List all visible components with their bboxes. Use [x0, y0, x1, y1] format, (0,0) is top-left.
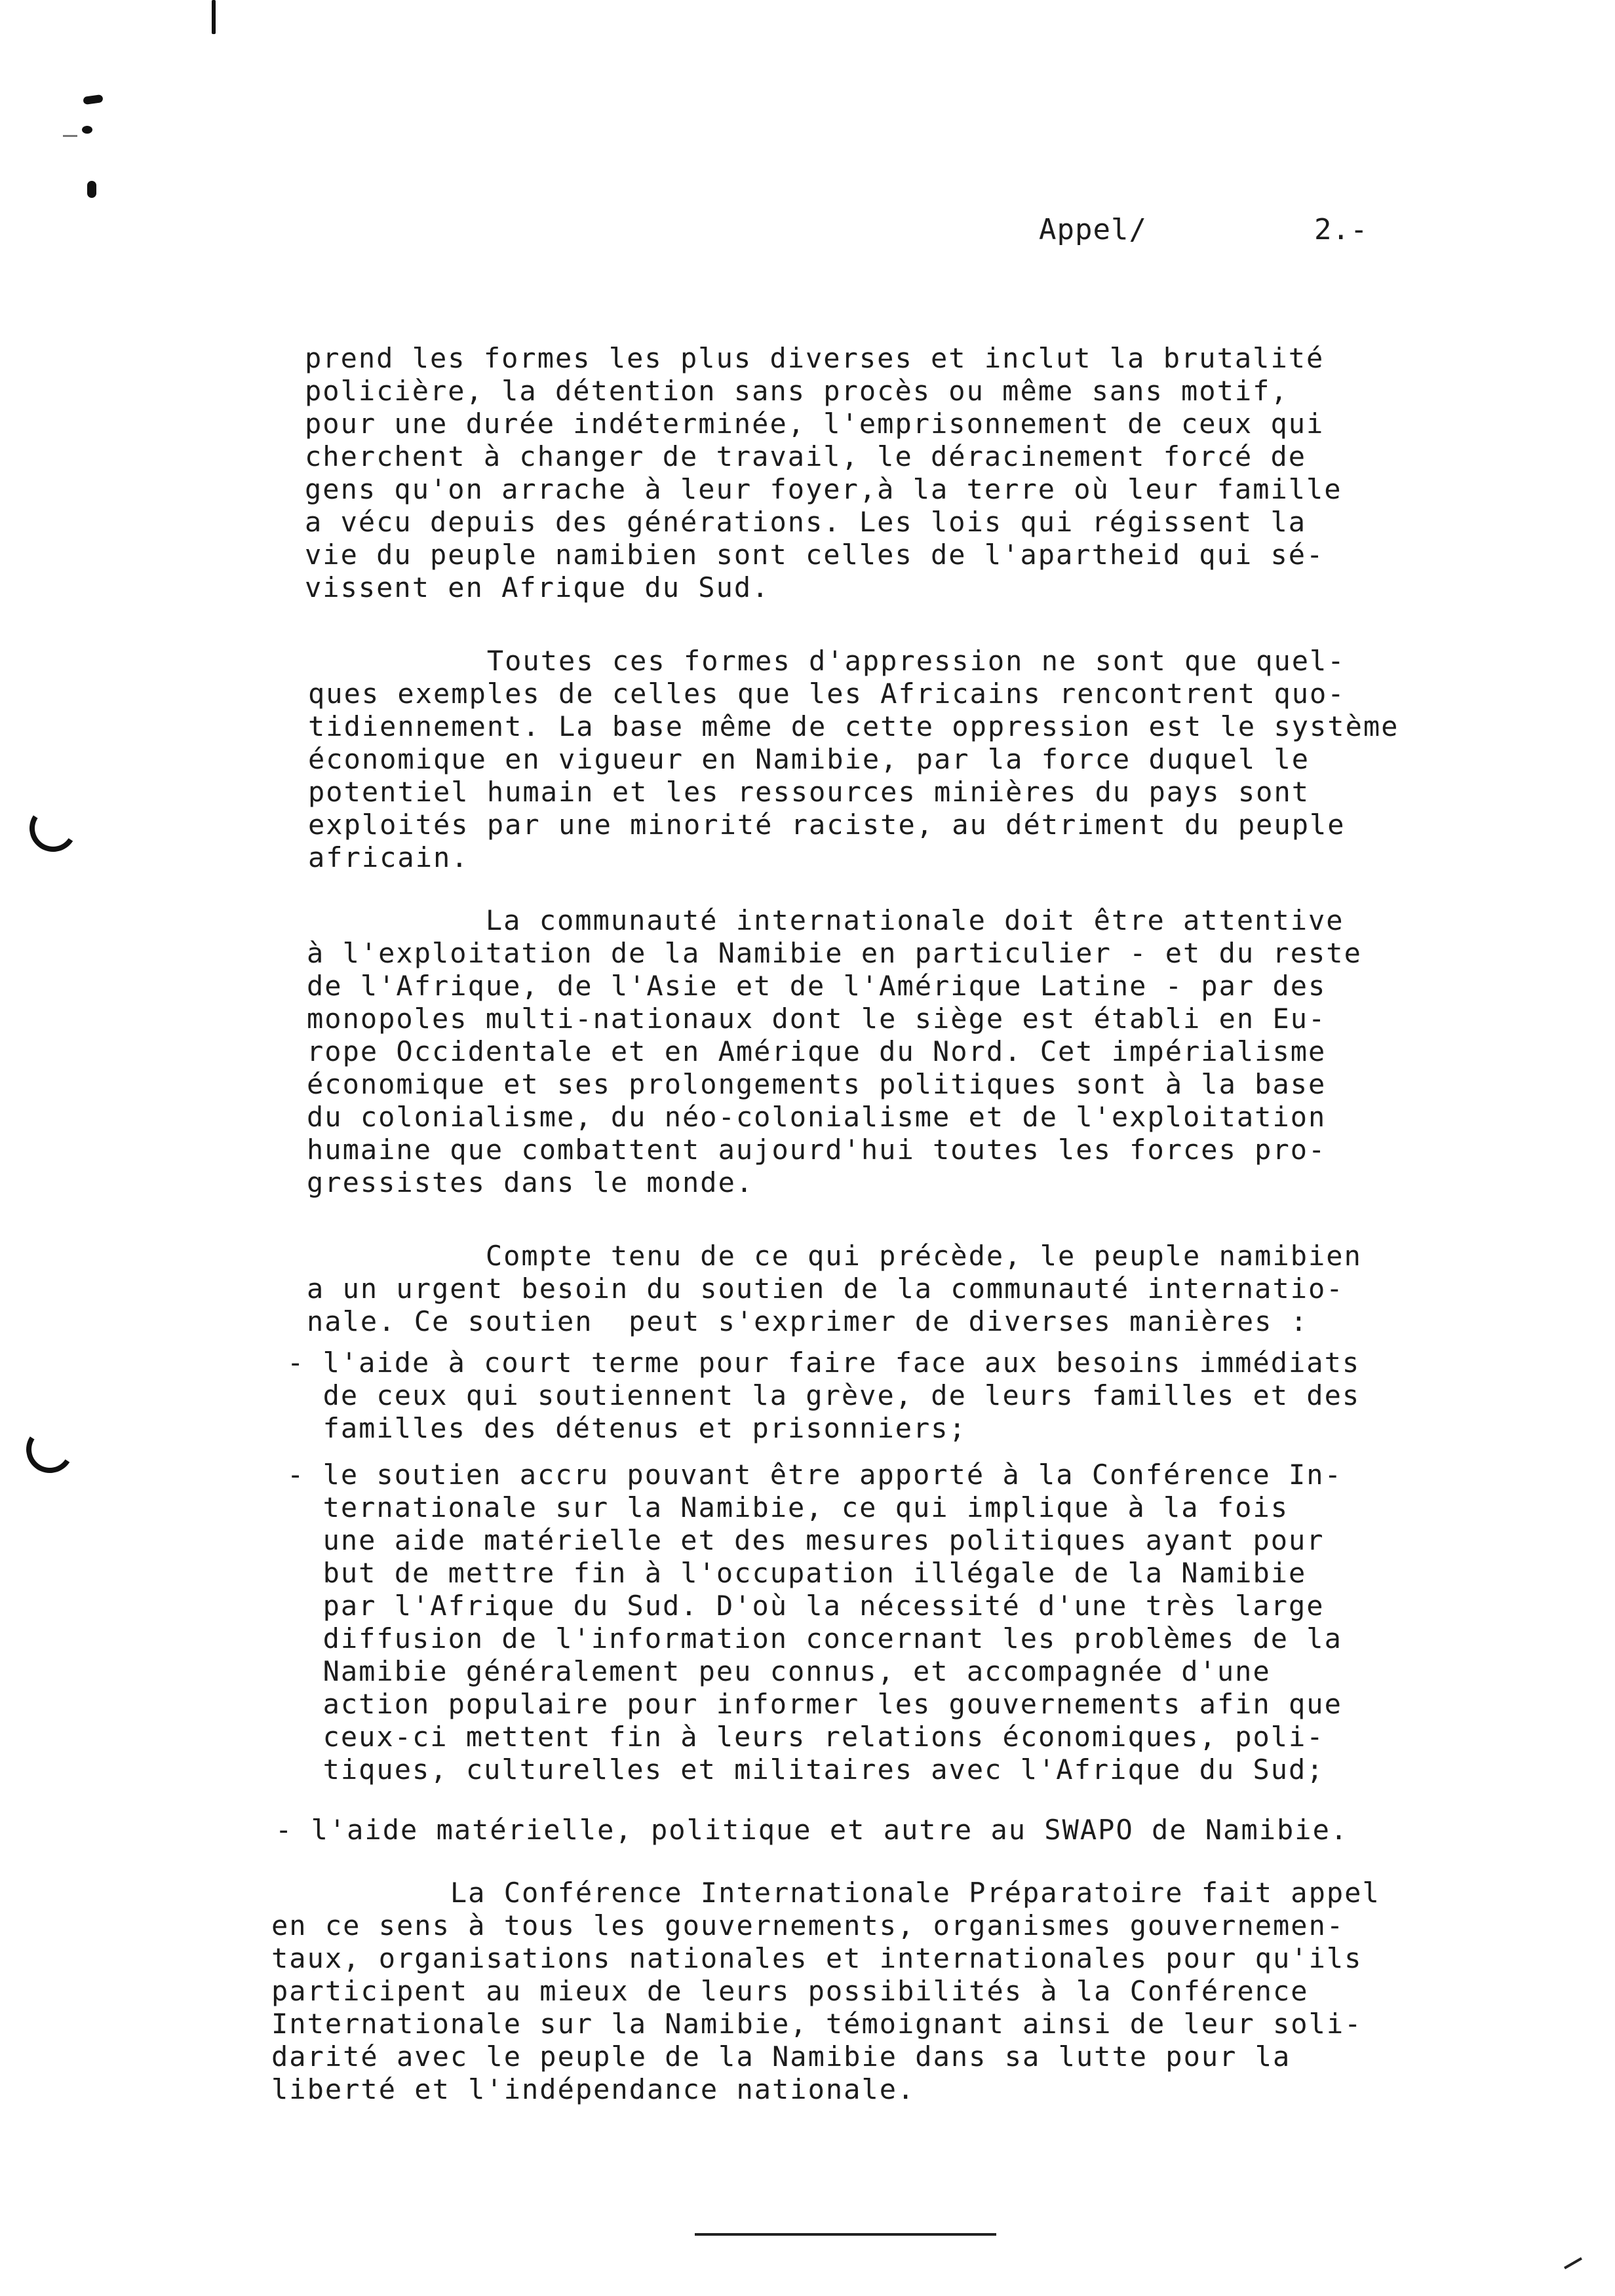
bullet-conference-support: - le soutien accru pouvant être apporté à la Conférence In- ternationale sur la Namibie, ce qui implique à la fois une aide matérielle et des mesures politiques ayant pour but de mettre fin à l'occupation illégale de la Namibie par l'Afrique du Sud. D'où la nécessité d'une très large diffusion de l'information concernant les problèmes de la Namibie généralement peu connus, et accompagnée d'une action populaire pour informer les gouvernements afin que ceux-ci mettent fin à leurs relations économiques, poli- tiques, culturelles et militaires avec l'Afrique du Sud;	[287, 1459, 1342, 1786]
binder-punch-hole	[25, 800, 81, 856]
top-edge-mark	[212, 0, 216, 34]
margin-ink-mark	[87, 181, 96, 198]
page-number: 2.-	[1314, 213, 1369, 246]
paragraph-international-community: La communauté internationale doit être attentive à l'exploitation de la Namibie en particulier - et du reste de l'Afrique, de l'Asie et de l'Amérique Latine - par des monopoles multi-nationaux dont le siège est établi en Eu- rope Occidentale et en Amérique du Nord. Cet impérialisme économique et ses prolongements politiques sont à la base du colonialisme, du néo-colonialisme et de l'exploitation humaine que combattent aujourd'hui toutes les forces pro- gressistes dans le monde.	[307, 904, 1362, 1198]
closing-rule	[695, 2233, 996, 2236]
header-reference: Appel/	[1039, 213, 1147, 246]
margin-ink-mark	[83, 94, 103, 105]
bullet-swapo-aid: - l'aide matérielle, politique et autre au SWAPO de Namibie.	[275, 1814, 1349, 1846]
paragraph-oppression-forms: prend les formes les plus diverses et inclut la brutalité policière, la détention sans procès ou même sans motif, pour une durée indéterminée, l'emprisonnement de ceux qui cherchent à changer de travail, le déracinement forcé de gens qu'on arrache à leur foyer,à la terre où leur famille a vécu depuis des générations. Les lois qui régissent la vie du peuple namibien sont celles de l'apartheid qui sé- vissent en Afrique du Sud.	[305, 342, 1342, 603]
binder-punch-hole	[22, 1421, 77, 1477]
paragraph-need-for-support: Compte tenu de ce qui précède, le peuple namibien a un urgent besoin du soutien de la communauté internatio- nale. Ce soutien peut s'exprimer de diverses manières :	[307, 1240, 1362, 1337]
corner-mark	[1564, 2257, 1582, 2269]
paragraph-economic-system: Toutes ces formes d'appression ne sont que quel- ques exemples de celles que les Africains rencontrent quo- tidiennement. La base même de cette oppression est le système économique en vigueur en Namibie, par la force duquel le potentiel humain et les ressources minières du pays sont exploités par une minorité raciste, au détriment du peuple africain.	[308, 645, 1399, 873]
paragraph-appeal: La Conférence Internationale Préparatoire fait appel en ce sens à tous les gouvernements, organismes gouvernemen- taux, organisations nationales et internationales pour qu'ils participent au mieux de leurs possibilités à la Conférence Internationale sur la Namibie, témoignant ainsi de leur soli- darité avec le peuple de la Namibie dans sa lutte pour la liberté et l'indépendance nationale.	[271, 1877, 1380, 2105]
margin-speck	[63, 135, 77, 137]
bullet-short-term-aid: - l'aide à court terme pour faire face aux besoins immédiats de ceux qui soutiennent la grève, de leurs familles et des familles des détenus et prisonniers;	[287, 1347, 1361, 1444]
margin-ink-mark	[82, 126, 92, 134]
